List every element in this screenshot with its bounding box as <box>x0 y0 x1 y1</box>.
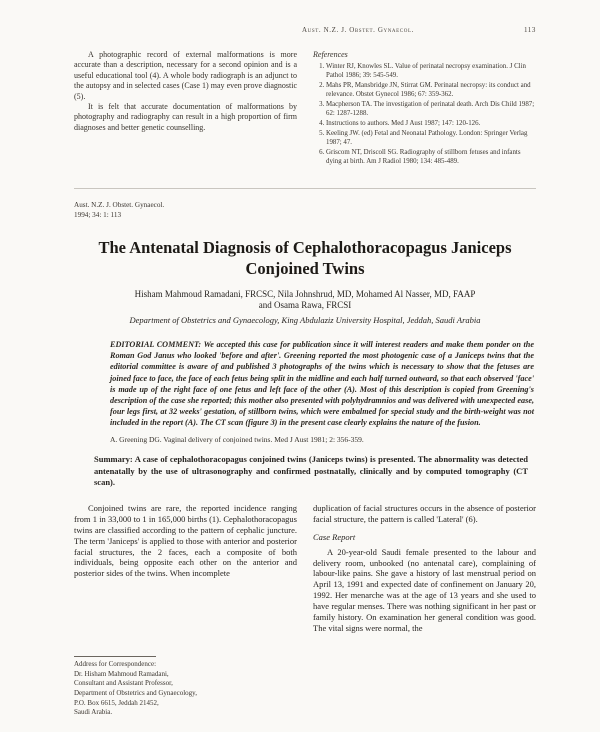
citation-line-2: 1994; 34: 1: 113 <box>74 210 122 219</box>
article-title: The Antenatal Diagnosis of Cephalothoracopagus Janiceps Conjoined Twins <box>98 238 512 278</box>
footnote-line: P.O. Box 6615, Jeddah 21452, <box>74 698 159 707</box>
footnote-line: Address for Correspondence: <box>74 660 157 669</box>
affiliation: Department of Obstetrics and Gynaecology, King Abdulaziz University Hospital, Jeddah, Saudi Arabia <box>129 315 481 326</box>
page-header <box>74 26 536 34</box>
running-head: Aust. N.Z. J. Obstet. Gynaecol. <box>302 26 414 34</box>
body-right-continuation: duplication of facial structures occurs in the absence of posterior facial structure, the pattern is called 'Lateral' (6). <box>313 503 536 524</box>
case-report-paragraph: A 20-year-old Saudi female presented to the labour and delivery room, unbooked (no antenatal care), complaining of labour-like pains. She gave a history of last menstrual period on April 13, 1991 and expected date of confinement on January 20, 1992. Her menarche was at the age of 13 years and she used to have regular menses. There was nothing significant in her past or family history. On examination her general condition was good. The vital signs were normal, the <box>313 546 536 633</box>
reference-item: 6. Griscom NT, Driscoll SG. Radiography of stillborn fetuses and infants dying at birth. Am J Radiol 1980; 134: 485-489. <box>326 149 536 167</box>
citation-line-1: Aust. N.Z. J. Obstet. Gynaecol. <box>74 201 165 210</box>
body-right-column <box>313 503 536 718</box>
footnote-rule <box>74 656 156 657</box>
previous-article-end <box>74 50 536 168</box>
summary-text: A case of cephalothoracopagus conjoined twins (Janiceps twins) is presented. The abnormality was detected antenatally by the use of ultrasonography and confirmed postnatally, clinically and by computed tomography (CT scan). <box>94 454 528 488</box>
summary-block <box>94 454 528 489</box>
authors-line-1: Hisham Mahmoud Ramadani, FRCSC, Nila Johnshrud, MD, Mohamed Al Nasser, MD, FAAP <box>134 288 476 299</box>
reference-item: 5. Keeling JW. (ed) Fetal and Neonatal Pathology. London: Springer Verlag 1987; 47. <box>326 130 536 148</box>
case-report-heading: Case Report <box>313 531 356 542</box>
summary-label: Summary: <box>94 454 133 465</box>
references-column <box>313 50 536 168</box>
body-left-column <box>74 503 297 718</box>
article-divider-rule <box>74 188 536 189</box>
footnote-line: Dr. Hisham Mahmoud Ramadani, <box>74 669 169 678</box>
editorial-comment-label: EDITORIAL COMMENT: <box>110 340 202 350</box>
editorial-comment-block <box>110 339 534 428</box>
intro-paragraph-2: It is felt that accurate documentation of malformations by photography and radiography can result in a high proportion of firm diagnoses and better genetic counselling. <box>74 101 297 132</box>
authors-line-2: and Osama Rawa, FRCSI <box>258 300 352 311</box>
references-list <box>313 63 536 167</box>
reference-item: 1. Winter RJ, Knowles SL. Value of perinatal necropsy examination. J Clin Pathol 1986; 39: 545-549. <box>326 63 536 81</box>
intro-paragraph-1: A photographic record of external malformations is more accurate than a description, necessary for a second opinion and is a useful educational tool (4). A whole body radiograph is an adjunct to the autopsy and in selected cases (Case 1) may even prove diagnostic (5). <box>74 50 297 101</box>
editorial-comment-text: We accepted this case for publication since it will interest readers and make them ponder on the Roman God Janus who looked 'before and after'. Greening reported the most photogenic case of a Janiceps twins that the editorial committee is aware of and published 3 photographs of the twins which is necessary to show that the fetuses are joined face to face, the face of each fetus being split in the midline and each half turned outward, so that each observed 'face' is made up of the right face of one fetus and left face of the other (A). Most of this description is copied from Greening's description of the case she reported; this mother also presented with polyhydramnios and was delivered with unexpected ease, four legs first, at 32 weeks' gestation, of stillborn twins, which were embalmed for special study and the birth-weight was not included in the report (A). The CT scan (figure 3) in the present case clearly explains the nature of the fusion. <box>110 340 534 428</box>
footnote-line: Department of Obstetrics and Gynaecology, <box>74 689 197 698</box>
references-heading: References <box>313 50 348 59</box>
body-left-paragraph: Conjoined twins are rare, the reported incidence ranging from 1 in 33,000 to 1 in 165,000 births (1). Cephalothoracopagus twins are classified according to the pattern of cephalic juncture. The term 'Janiceps' is applied to those with anterior and posterior facial structures, the 2 faces, each a composite of both individuals, being opposite each other on the anterior and posterior sides of the twins. When incomplete <box>74 503 297 579</box>
reference-item: 3. Macpherson TA. The investigation of perinatal death. Arch Dis Child 1987; 62: 1287-1288. <box>326 101 536 119</box>
footnote-line: Consultant and Assistant Professor, <box>74 679 173 688</box>
editorial-reference: A. Greening DG. Vaginal delivery of conjoined twins. Med J Aust 1981; 2: 356-359. <box>110 435 364 445</box>
reference-item: 4. Instructions to authors. Med J Aust 1987; 147: 120-126. <box>326 120 536 129</box>
page-number: 113 <box>523 26 536 34</box>
previous-article-text-column <box>74 50 297 168</box>
correspondence-footnote <box>74 650 297 718</box>
footnote-line: Saudi Arabia. <box>74 708 113 717</box>
reference-item: 2. Mahs PR, Mansbridge JN, Stirrat GM. Perinatal necropsy: its conduct and relevance. Obstet Gynecol 1986; 67: 359-362. <box>326 82 536 100</box>
journal-citation <box>74 201 536 220</box>
article-body <box>74 503 536 718</box>
